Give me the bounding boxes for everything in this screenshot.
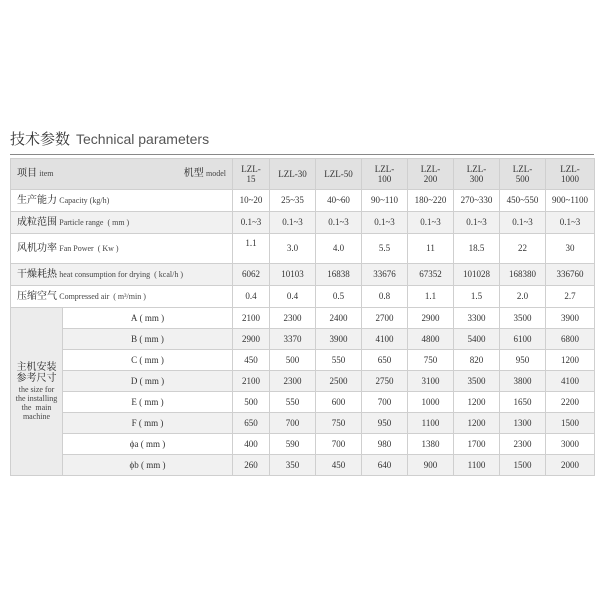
dim-value: 2100: [233, 308, 270, 329]
dim-value: 1100: [454, 455, 500, 476]
dim-value: 2000: [546, 455, 595, 476]
param-value: 1.1: [408, 286, 454, 308]
dim-value: 4800: [408, 329, 454, 350]
dim-value: 1200: [454, 392, 500, 413]
dim-value: 3100: [408, 371, 454, 392]
dim-value: 950: [362, 413, 408, 434]
param-value: 0.5: [316, 286, 362, 308]
dim-value: 1500: [546, 413, 595, 434]
dim-value: 260: [233, 455, 270, 476]
param-value: 2.7: [546, 286, 595, 308]
param-value: 22: [500, 234, 546, 264]
param-value: 0.1~3: [408, 212, 454, 234]
dim-value: 3900: [316, 329, 362, 350]
technical-parameters-table: [10, 158, 595, 476]
dim-value: 1000: [408, 392, 454, 413]
param-value: 0.1~3: [546, 212, 595, 234]
dim-value: 1500: [500, 455, 546, 476]
dim-value: 550: [316, 350, 362, 371]
dim-value: 2300: [500, 434, 546, 455]
dim-value: 350: [270, 455, 316, 476]
dim-value: 400: [233, 434, 270, 455]
dim-value: 2300: [270, 308, 316, 329]
dim-value: 750: [408, 350, 454, 371]
dim-value: 1100: [408, 413, 454, 434]
dim-value: 700: [316, 434, 362, 455]
param-row-heat-consumption: [11, 264, 595, 286]
installation-size-group-label: 主机安装 参考尺寸 the size for the installing the main machine: [11, 308, 63, 476]
param-value: 10~20: [233, 190, 270, 212]
param-value: 0.1~3: [500, 212, 546, 234]
param-value: 0.1~3: [233, 212, 270, 234]
dim-row-b: [11, 329, 595, 350]
param-value: 0.8: [362, 286, 408, 308]
param-value: 900~1100: [546, 190, 595, 212]
param-value: 180~220: [408, 190, 454, 212]
dim-value: 2300: [270, 371, 316, 392]
param-value: 33676: [362, 264, 408, 286]
param-value: 5.5: [362, 234, 408, 264]
section-heading: [10, 128, 594, 155]
dim-label: ϕb ( mm ): [63, 455, 233, 476]
param-row-fan-power: [11, 234, 595, 264]
dim-value: 650: [233, 413, 270, 434]
model-header: LZL- 300: [454, 159, 500, 190]
param-label: 干燥耗热 heat consumption for drying ( kcal/h ): [11, 264, 233, 286]
dim-value: 3800: [500, 371, 546, 392]
param-row-compressed-air: [11, 286, 595, 308]
dim-row-a: [11, 308, 595, 329]
dim-value: 3300: [454, 308, 500, 329]
param-value: 0.1~3: [454, 212, 500, 234]
dim-value: 2100: [233, 371, 270, 392]
dim-value: 1700: [454, 434, 500, 455]
dim-value: 650: [362, 350, 408, 371]
param-label: 生产能力 Capacity (kg/h): [11, 190, 233, 212]
heading-en: Technical parameters: [76, 131, 210, 147]
param-label: 成粒范围 Particle range ( mm ): [11, 212, 233, 234]
param-value: 0.1~3: [270, 212, 316, 234]
dim-value: 1650: [500, 392, 546, 413]
param-value: 4.0: [316, 234, 362, 264]
dim-row-c: [11, 350, 595, 371]
param-value: 450~550: [500, 190, 546, 212]
dim-value: 2900: [233, 329, 270, 350]
param-value: 2.0: [500, 286, 546, 308]
dim-value: 4100: [362, 329, 408, 350]
dim-value: 6100: [500, 329, 546, 350]
param-value: 0.1~3: [362, 212, 408, 234]
dim-value: 900: [408, 455, 454, 476]
heading-rule: [10, 154, 594, 155]
model-header: LZL- 100: [362, 159, 408, 190]
dim-value: 3900: [546, 308, 595, 329]
dim-value: 6800: [546, 329, 595, 350]
dim-value: 700: [362, 392, 408, 413]
dim-label: B ( mm ): [63, 329, 233, 350]
dim-value: 500: [270, 350, 316, 371]
dim-value: 2750: [362, 371, 408, 392]
dim-label: A ( mm ): [63, 308, 233, 329]
param-label: 压缩空气 Compressed air ( m³/min ): [11, 286, 233, 308]
header-model-en: model: [206, 169, 226, 178]
param-value: 101028: [454, 264, 500, 286]
dim-value: 5400: [454, 329, 500, 350]
param-value: 0.4: [270, 286, 316, 308]
dim-value: 2200: [546, 392, 595, 413]
dim-value: 1380: [408, 434, 454, 455]
dim-value: 4100: [546, 371, 595, 392]
dim-value: 640: [362, 455, 408, 476]
header-item-en: item: [39, 169, 54, 178]
dim-value: 2900: [408, 308, 454, 329]
dim-label: ϕa ( mm ): [63, 434, 233, 455]
param-value: 40~60: [316, 190, 362, 212]
dim-value: 980: [362, 434, 408, 455]
dim-value: 3500: [500, 308, 546, 329]
dim-label: D ( mm ): [63, 371, 233, 392]
model-header: LZL- 1000: [546, 159, 595, 190]
model-header: LZL- 200: [408, 159, 454, 190]
param-value: 168380: [500, 264, 546, 286]
dim-value: 1200: [454, 413, 500, 434]
param-value: 0.1~3: [316, 212, 362, 234]
param-row-capacity: [11, 190, 595, 212]
param-value: 30: [546, 234, 595, 264]
param-value: 1.5: [454, 286, 500, 308]
param-value: 25~35: [270, 190, 316, 212]
dim-value: 3370: [270, 329, 316, 350]
dim-value: 820: [454, 350, 500, 371]
dim-value: 2700: [362, 308, 408, 329]
param-value: 10103: [270, 264, 316, 286]
param-value: 11: [408, 234, 454, 264]
param-value: 270~330: [454, 190, 500, 212]
dim-value: 2400: [316, 308, 362, 329]
dim-value: 2500: [316, 371, 362, 392]
header-item-model-cell: [11, 159, 233, 190]
param-value: 18.5: [454, 234, 500, 264]
heading-cn: 技术参数: [10, 130, 71, 148]
param-value: 1.1: [233, 234, 270, 264]
dim-value: 1200: [546, 350, 595, 371]
header-row: [11, 159, 595, 190]
dim-row-phi-a: [11, 434, 595, 455]
param-value: 6062: [233, 264, 270, 286]
dim-row-e: [11, 392, 595, 413]
dim-row-f: [11, 413, 595, 434]
header-model-cn: 机型: [183, 168, 204, 179]
dim-value: 3500: [454, 371, 500, 392]
dim-value: 700: [270, 413, 316, 434]
dim-value: 450: [316, 455, 362, 476]
model-header: LZL- 15: [233, 159, 270, 190]
param-value: 3.0: [270, 234, 316, 264]
dim-value: 3000: [546, 434, 595, 455]
dim-row-phi-b: [11, 455, 595, 476]
dim-label: C ( mm ): [63, 350, 233, 371]
dim-label: F ( mm ): [63, 413, 233, 434]
dim-value: 950: [500, 350, 546, 371]
model-header: LZL-50: [316, 159, 362, 190]
dim-label: E ( mm ): [63, 392, 233, 413]
param-value: 90~110: [362, 190, 408, 212]
param-label: 风机功率 Fan Power ( Kw ): [11, 234, 233, 264]
header-item-cn: 项目: [17, 168, 37, 179]
param-value: 336760: [546, 264, 595, 286]
model-header: LZL- 500: [500, 159, 546, 190]
model-header: LZL-30: [270, 159, 316, 190]
dim-value: 550: [270, 392, 316, 413]
dim-value: 450: [233, 350, 270, 371]
dim-value: 500: [233, 392, 270, 413]
dim-row-d: [11, 371, 595, 392]
dim-value: 590: [270, 434, 316, 455]
param-value: 67352: [408, 264, 454, 286]
dim-value: 600: [316, 392, 362, 413]
dim-value: 750: [316, 413, 362, 434]
param-row-particle-range: [11, 212, 595, 234]
dim-value: 1300: [500, 413, 546, 434]
param-value: 16838: [316, 264, 362, 286]
param-value: 0.4: [233, 286, 270, 308]
